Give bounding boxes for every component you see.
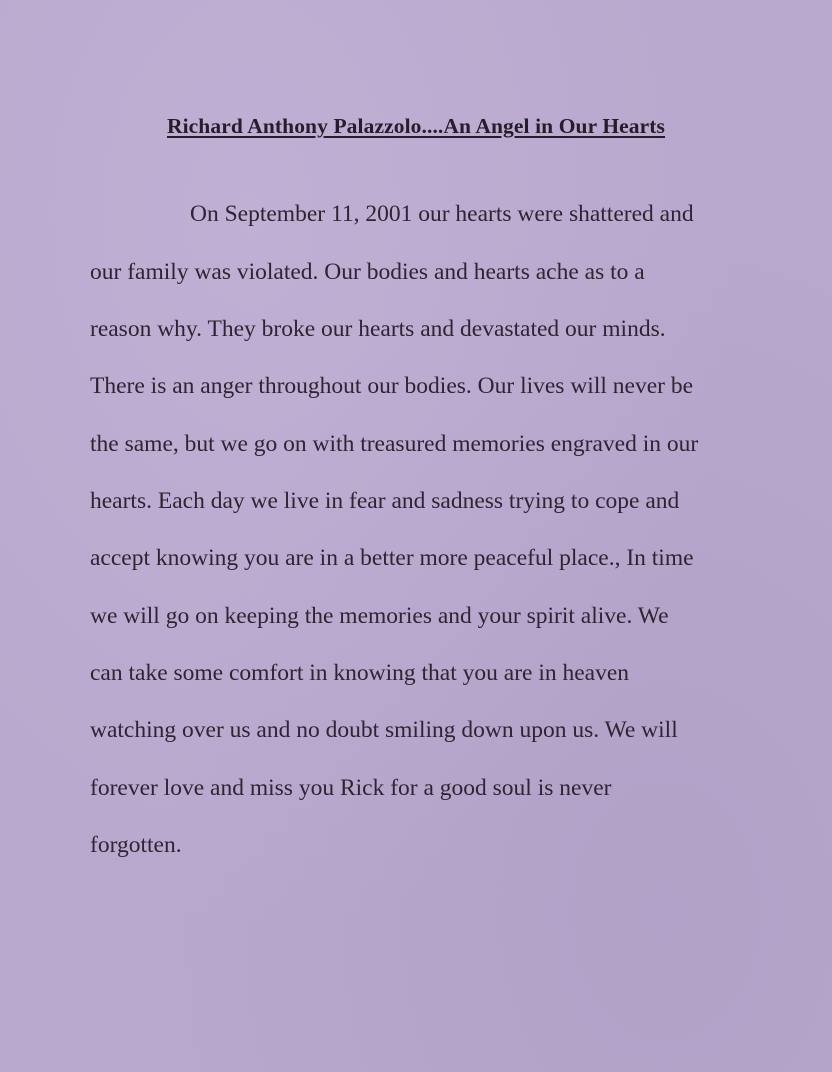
paragraph-line: There is an anger throughout our bodies. Our lives will never be xyxy=(90,373,694,399)
paragraph-line: we will go on keeping the memories and your spirit alive. We xyxy=(90,603,669,629)
paragraph-line: our family was violated. Our bodies and hearts ache as to a xyxy=(90,259,645,285)
paragraph-line: reason why. They broke our hearts and devastated our minds. xyxy=(90,316,666,342)
page-title: Richard Anthony Palazzolo....An Angel in Our Hearts xyxy=(166,114,666,138)
paragraph-line: On September 11, 2001 our hearts were shattered and xyxy=(190,201,694,227)
paragraph-line: the same, but we go on with treasured memories engraved in our xyxy=(90,431,699,457)
paragraph-line: can take some comfort in knowing that you are in heaven xyxy=(90,660,630,686)
paragraph-line: forgotten. xyxy=(90,832,182,858)
paragraph-line: hearts. Each day we live in fear and sadness trying to cope and xyxy=(90,488,680,514)
paragraph-line: forever love and miss you Rick for a good soul is never xyxy=(90,775,612,801)
paragraph-line: accept knowing you are in a better more peaceful place., In time xyxy=(90,545,694,571)
paragraph-line: watching over us and no doubt smiling down upon us. We will xyxy=(90,717,678,743)
